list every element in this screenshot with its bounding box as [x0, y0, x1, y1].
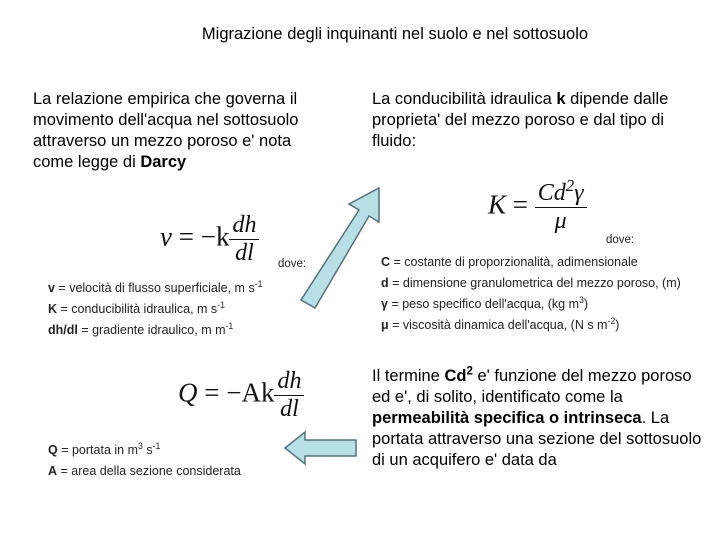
def-sym: C	[381, 255, 391, 269]
k-term: k	[556, 90, 566, 108]
darcy-dove-label: dove:	[278, 258, 307, 270]
def-sym: γ	[381, 297, 388, 311]
slide-title: Migrazione degli inquinanti nel suolo e nel sottosuolo	[201, 25, 589, 43]
rb-text-3: . La portata attraverso una sezione del sottosuolo di un acquifero e' data da	[372, 409, 702, 469]
rb-text-1: Il termine	[372, 367, 445, 385]
k-eq-num-sup: 2	[565, 176, 575, 195]
def-sup: -1	[217, 299, 225, 310]
def-row-k	[48, 299, 262, 320]
def-row-c	[381, 252, 681, 273]
def-row-dhdl	[48, 320, 262, 341]
def-row-mu	[381, 315, 681, 336]
k-eq-num-a: Cd	[537, 180, 566, 206]
darcy-eq-denominator: dl	[229, 239, 259, 267]
k-eq-denominator: μ	[535, 207, 587, 235]
right-bottom-paragraph	[372, 366, 702, 471]
def-row-q	[48, 440, 241, 461]
def-text: = area della sezione considerata	[57, 464, 241, 478]
def-sup: -1	[254, 278, 263, 289]
k-eq-mid: =	[506, 189, 535, 220]
def-sup: -2	[607, 315, 616, 326]
def-sup2: -1	[152, 440, 161, 451]
def-sym: v	[48, 281, 55, 295]
def-sup: -1	[225, 320, 234, 331]
k-eq-lhs: K	[488, 189, 507, 220]
rb-bold-cd: Cd	[444, 367, 467, 385]
def-text: = conducibilità idraulica, m s	[57, 302, 218, 316]
left-intro-text: La relazione empirica che governa il movimento dell'acqua nel sottosuolo attraverso un mezzo poroso e' nota come legge di	[33, 90, 299, 171]
def-text: = portata in m	[57, 443, 138, 457]
left-intro-paragraph	[33, 89, 333, 173]
q-eq-lhs: Q	[178, 377, 198, 408]
def-sym: d	[381, 276, 389, 290]
def-row-gamma	[381, 294, 681, 315]
q-eq-numerator: dh	[277, 368, 302, 394]
diagonal-arrow-icon	[295, 180, 395, 310]
def-sym: dh/dl	[48, 323, 78, 337]
right-intro-text-b: dipende dalle proprieta' del mezzo poroso e dal tipo di fluido:	[372, 90, 669, 150]
q-equation	[178, 368, 304, 423]
def-sym: μ	[381, 318, 389, 332]
def-text: = dimensione granulometrica del mezzo poroso, (m)	[388, 276, 681, 290]
def-sym: Q	[48, 443, 58, 457]
k-dove-label: dove:	[606, 234, 635, 246]
left-arrow-icon	[283, 428, 359, 468]
def-text2: s	[142, 443, 153, 457]
darcy-eq-fraction	[229, 212, 259, 267]
def-row-a	[48, 461, 241, 482]
darcy-eq-lhs: v	[160, 221, 172, 252]
def-sup: 3	[137, 440, 143, 451]
def-sym: A	[48, 464, 58, 478]
right-intro-paragraph	[372, 89, 692, 152]
q-eq-denominator: dl	[274, 395, 304, 423]
rb-bold-permeability: permeabilità specifica o intrinseca	[372, 409, 642, 427]
k-eq-numerator	[535, 176, 587, 207]
def-sup: 3	[578, 294, 584, 305]
def-text: = gradiente idraulico, m m	[77, 323, 226, 337]
darcy-eq-mid: = −k	[171, 221, 230, 252]
darcy-equation	[160, 212, 259, 267]
rb-bold-sup: 2	[466, 365, 473, 378]
def-tail: )	[583, 297, 589, 311]
rb-bold-cd2	[444, 367, 472, 385]
darcy-definitions	[48, 278, 262, 341]
k-equation	[488, 176, 587, 235]
q-definitions	[48, 440, 241, 482]
def-text: = viscosità dinamica dell'acqua, (N s m	[388, 318, 608, 332]
rb-text-2: e' funzione del mezzo poroso ed e', di solito, identificato come la	[372, 367, 692, 406]
def-text: = velocità di flusso superficiale, m s	[54, 281, 255, 295]
def-sym: K	[48, 302, 58, 316]
def-row-d	[381, 273, 681, 294]
k-eq-num-b: γ	[574, 180, 584, 206]
k-eq-fraction	[535, 176, 587, 235]
def-text: = costante di proporzionalità, adimensionale	[390, 255, 638, 269]
def-tail: )	[615, 318, 620, 332]
q-eq-fraction	[274, 368, 304, 423]
right-intro-text-a: La conducibilità idraulica	[372, 90, 557, 108]
def-text: = peso specifico dell'acqua, (kg m	[387, 297, 579, 311]
darcy-term: Darcy	[140, 153, 187, 171]
k-definitions	[381, 252, 681, 336]
def-row-v	[48, 278, 262, 299]
q-eq-mid: = −Ak	[197, 377, 275, 408]
darcy-eq-numerator: dh	[232, 212, 257, 238]
